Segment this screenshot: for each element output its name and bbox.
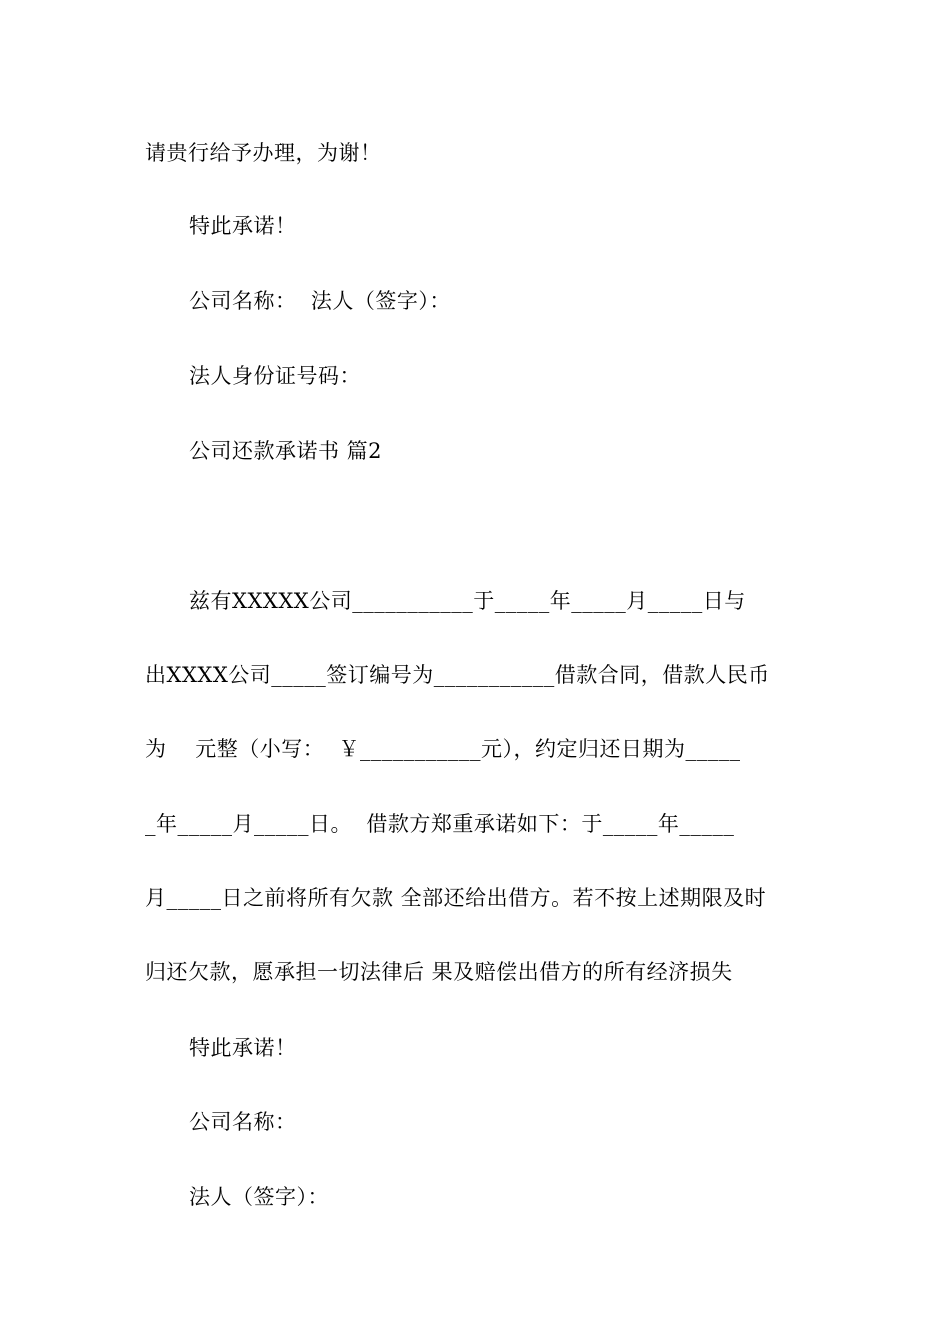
pledge-closing-2: 特此承诺！ <box>189 1036 297 1060</box>
body-paragraph-line-2: 出XXXX公司_____签订编号为___________借款合同，借款人民币 <box>145 663 770 687</box>
company-and-signature-line: 公司名称： 法人（签字）： <box>189 289 451 313</box>
body-paragraph-line-1: 兹有XXXXX公司___________于_____年_____月_____日与 <box>189 589 746 613</box>
closing-request-line: 请贵行给予办理，为谢！ <box>145 141 382 165</box>
body-paragraph-line-4: _年_____月_____日。 借款方郑重承诺如下：于_____年_____ <box>145 812 735 836</box>
pledge-closing-1: 特此承诺！ <box>189 214 297 238</box>
id-number-line: 法人身份证号码： <box>189 364 361 388</box>
company-name-line: 公司名称： <box>189 1110 297 1134</box>
legal-rep-signature-line: 法人（签字）： <box>189 1185 329 1209</box>
body-paragraph-line-6: 归还欠款，愿承担一切法律后 果及赔偿出借方的所有经济损失 <box>145 960 733 984</box>
body-paragraph-line-3: 为 元整（小写： ￥___________元），约定归还日期为_____ <box>145 737 741 761</box>
section-title: 公司还款承诺书 篇2 <box>189 439 383 463</box>
body-paragraph-line-5: 月_____日之前将所有欠款 全部还给出借方。若不按上述期限及时 <box>145 886 767 910</box>
